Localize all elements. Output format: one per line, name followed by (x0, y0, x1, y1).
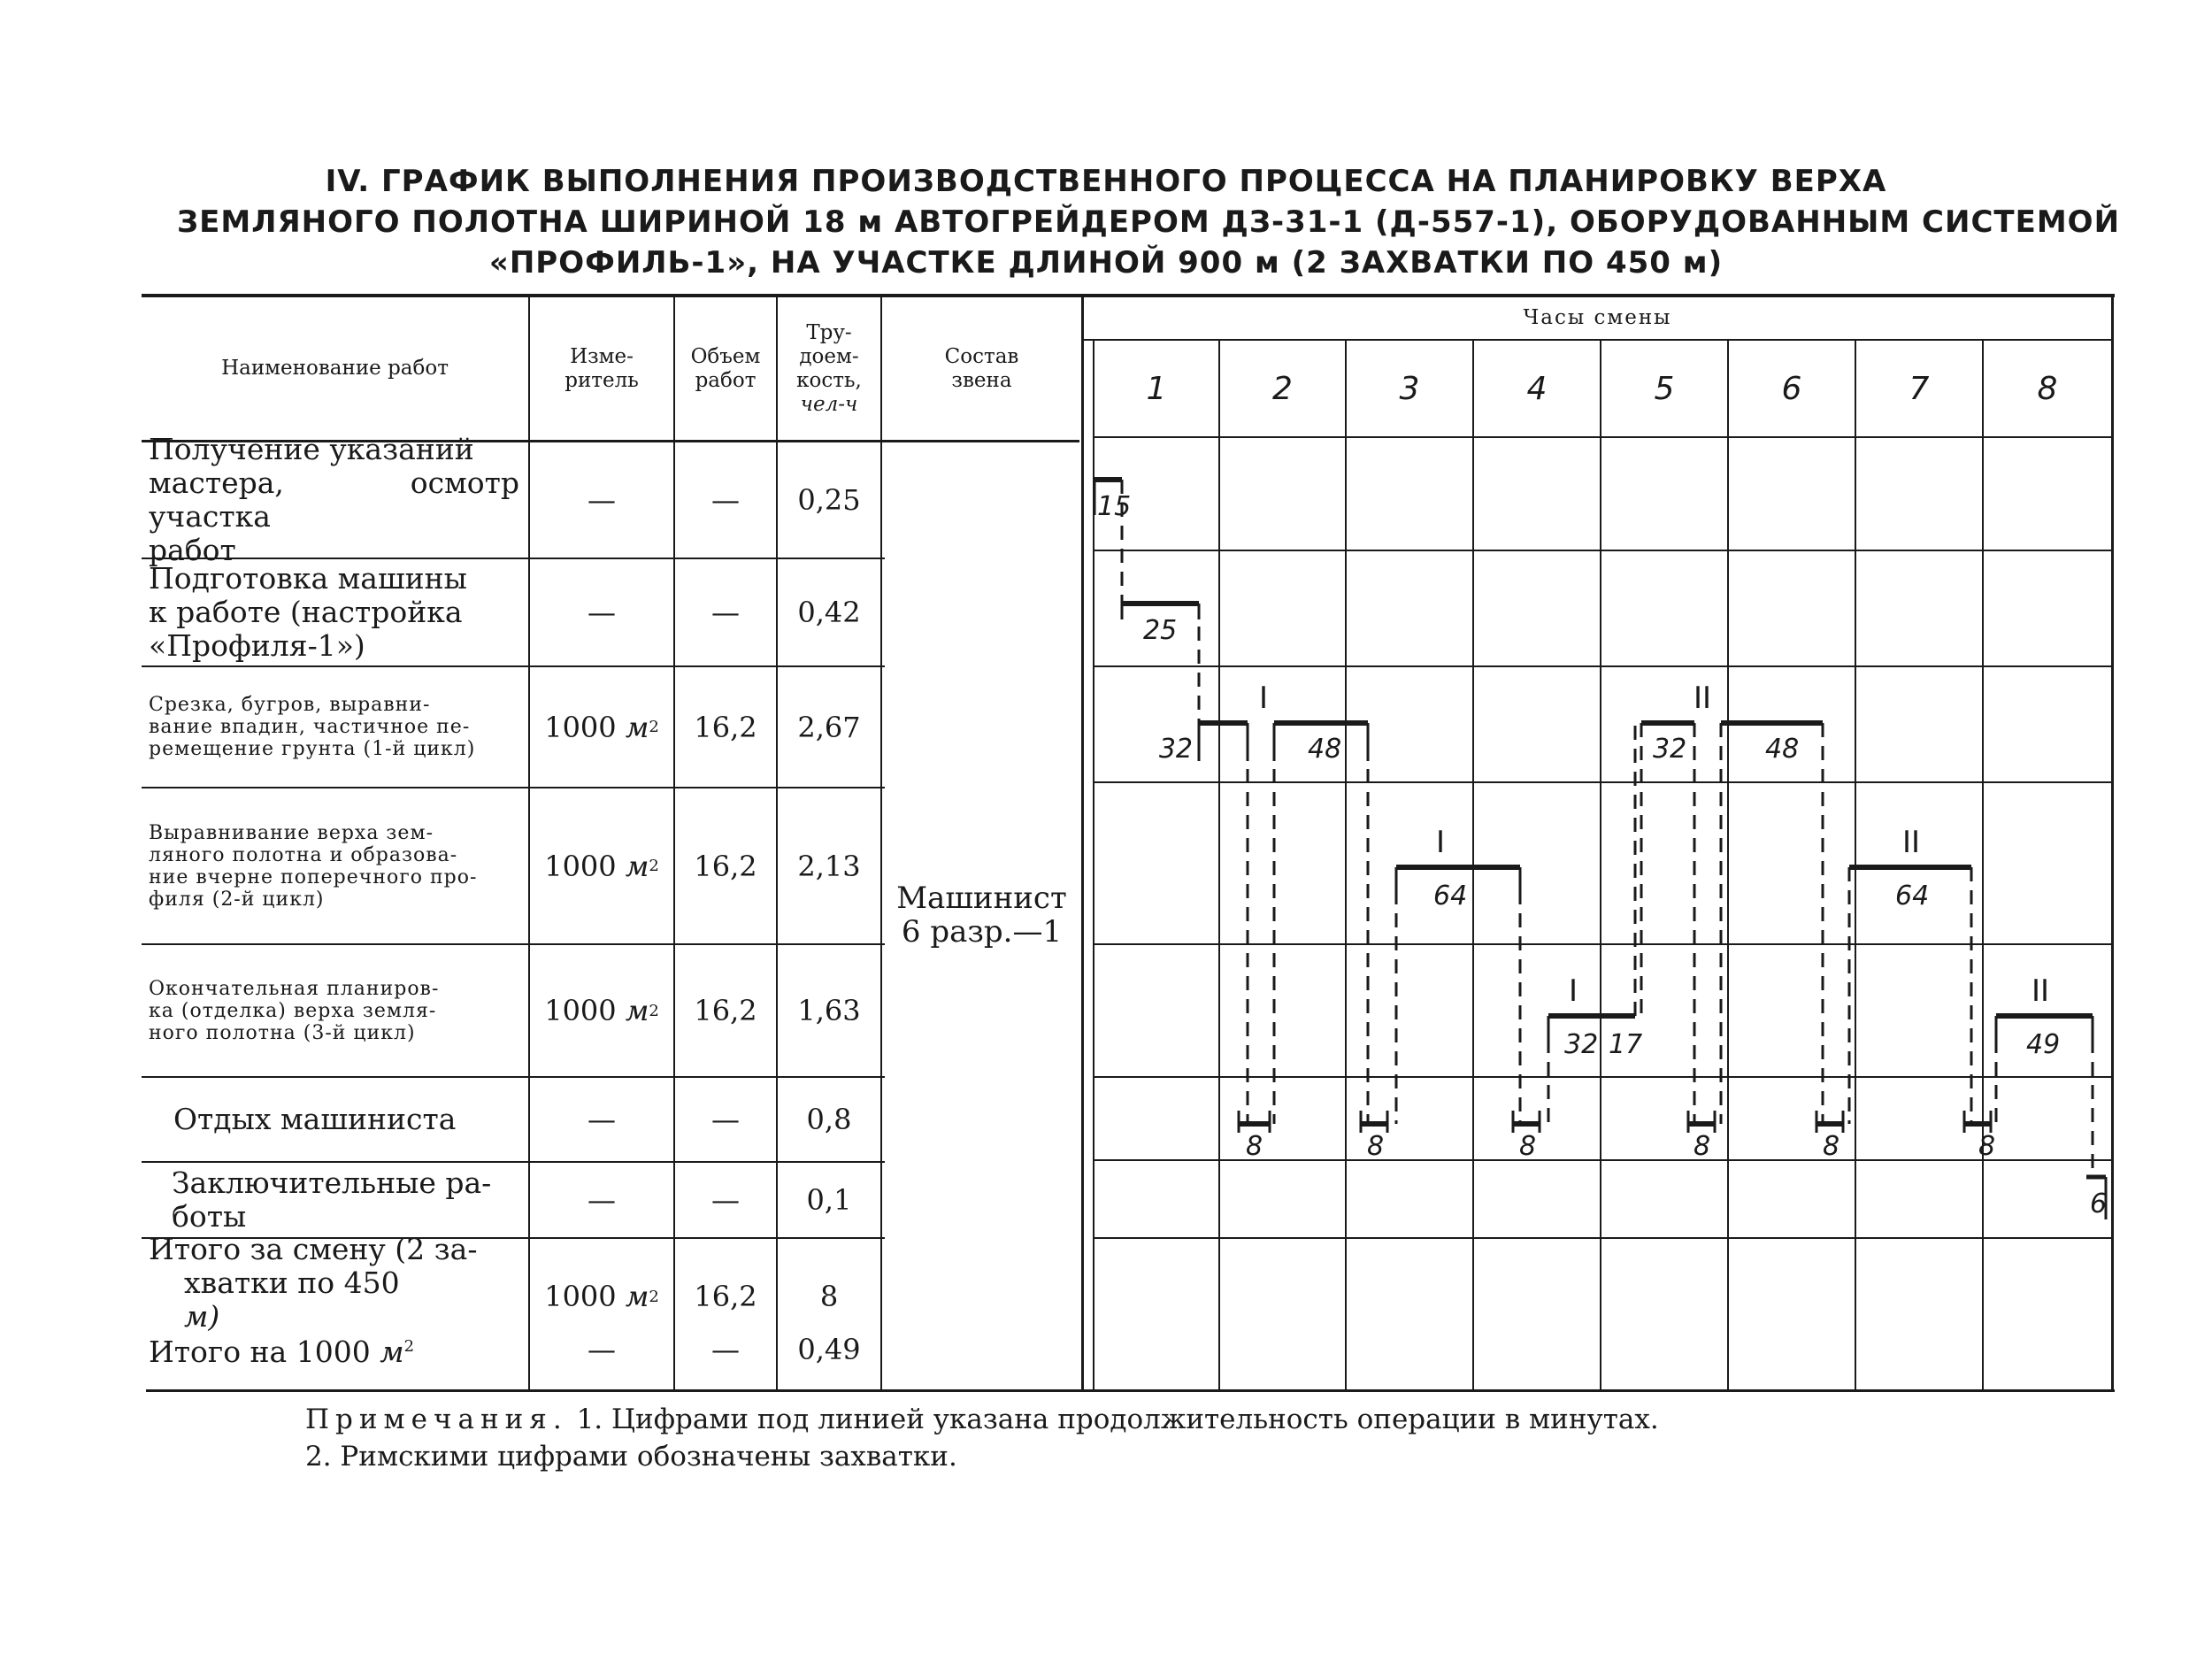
hour-8: 8 (2037, 370, 2058, 407)
row-labor-5: 1,63 (797, 994, 861, 1027)
row-name-5: Окончательная планиров- ка (отделка) верха земля- ного полотна (3-й цикл) (149, 977, 440, 1044)
row-name-1: Получение указаний мастера, осмотр участка работ (149, 432, 519, 567)
row-name-3: Срезка, бугров, выравни- вание впадин, частичное пе- ремещение грунта (1-й цикл) (149, 694, 476, 760)
total-per-1000-name: Итого на 1000 $м^2$ (149, 1334, 415, 1369)
header-crew: Состав звена (944, 344, 1019, 392)
label-32-III: 32 (1564, 1029, 1599, 1060)
label-25: 25 (1143, 615, 1178, 646)
row-name-6: Отдых машиниста (173, 1102, 457, 1136)
label-48-II: 48 (1765, 734, 1800, 765)
row-name-2: Подготовка машины к работе (настройка «Профиля-1») (149, 561, 467, 663)
note-2: 2. Римскими цифрами обозначены захватки. (305, 1441, 957, 1473)
header-volume: Объем работ (690, 344, 761, 392)
title-line-1: IV. ГРАФИК ВЫПОЛНЕНИЯ ПРОИЗВОДСТВЕННОГО ПРОЦЕССА НА ПЛАНИРОВКУ ВЕРХА (325, 164, 1887, 199)
total-per-1000-labor: 0,49 (797, 1333, 861, 1366)
header-hours: Часы смены (1523, 306, 1672, 329)
label-6: 6 (2090, 1188, 2108, 1219)
label-rest-3: 8 (1519, 1131, 1537, 1162)
row-unit-3: 1000 м 2 (544, 710, 659, 744)
hour-4: 4 (1526, 370, 1548, 407)
row-labor-3: 2,67 (797, 710, 861, 744)
roman-II-row5: II (2031, 973, 2050, 1009)
row-volume-5: 16,2 (694, 994, 757, 1027)
title-line-2: ЗЕМЛЯНОГО ПОЛОТНА ШИРИНОЙ 18 м АВТОГРЕЙДЕРОМ ДЗ-31-1 (Д-557-1), ОБОРУДОВАННЫМ СИСТЕМОЙ (177, 204, 2121, 240)
hour-7: 7 (1909, 370, 1930, 407)
label-rest-4: 8 (1694, 1131, 1711, 1162)
roman-II-row3: II (1693, 681, 1712, 716)
row-volume-7: — (711, 1183, 740, 1217)
label-49: 49 (2026, 1029, 2061, 1060)
label-32-II: 32 (1653, 734, 1687, 765)
label-rest-1: 8 (1246, 1131, 1263, 1162)
label-15: 15 (1097, 491, 1132, 522)
hour-6: 6 (1781, 370, 1802, 407)
row-name-4: Выравнивание верха зем- ляного полотна и образова- ние вчерне поперечного про- филя (2-й цикл) (149, 821, 478, 911)
row-unit-1: — (588, 483, 616, 517)
label-64-I: 64 (1433, 881, 1468, 911)
label-64-II: 64 (1895, 881, 1930, 911)
total-shift-unit: 1000 м 2 (544, 1280, 659, 1313)
hour-1: 1 (1146, 370, 1167, 407)
row-volume-4: 16,2 (694, 849, 757, 883)
row-unit-5: 1000 м 2 (544, 994, 659, 1027)
row-volume-1: — (711, 483, 740, 517)
notes (305, 1401, 1659, 1475)
row-volume-2: — (711, 596, 740, 629)
row-labor-2: 0,42 (797, 596, 861, 629)
row-labor-6: 0,8 (806, 1103, 852, 1136)
row-volume-6: — (711, 1103, 740, 1136)
roman-I-row4: I (1435, 825, 1446, 860)
hour-5: 5 (1654, 370, 1675, 407)
roman-I-row3: I (1258, 681, 1269, 716)
row-labor-4: 2,13 (797, 849, 861, 883)
crew-cell: Машинист 6 разр.—1 (896, 881, 1067, 950)
notes-label: Примечания. (305, 1404, 568, 1435)
label-rest-2: 8 (1367, 1131, 1385, 1162)
row-unit-2: — (588, 596, 616, 629)
total-shift-labor: 8 (819, 1280, 839, 1313)
row-unit-6: — (588, 1103, 616, 1136)
label-rest-6: 8 (1978, 1131, 1996, 1162)
roman-I-row5: I (1568, 973, 1578, 1009)
label-rest-5: 8 (1823, 1131, 1840, 1162)
hour-3: 3 (1399, 370, 1420, 407)
header-labor: Тру- доем- кость, чел-ч (796, 320, 862, 416)
label-32-I: 32 (1158, 734, 1193, 765)
total-per-1000-unit: — (588, 1333, 616, 1366)
total-shift-name: Итого за смену (2 за- хватки по 450 м) (149, 1232, 478, 1334)
row-unit-7: — (588, 1183, 616, 1217)
label-48-I: 48 (1308, 734, 1342, 765)
title-line-3: «ПРОФИЛЬ-1», НА УЧАСТКЕ ДЛИНОЙ 900 м (2 ЗАХВАТКИ ПО 450 м) (488, 245, 1724, 281)
row-unit-4: 1000 м 2 (544, 849, 659, 883)
label-17: 17 (1609, 1029, 1643, 1060)
row-volume-3: 16,2 (694, 710, 757, 744)
row-name-7: Заключительные ра- боты (172, 1165, 492, 1234)
hour-2: 2 (1272, 370, 1293, 407)
header-name: Наименование работ (221, 357, 449, 380)
note-1: 1. Цифрами под линией указана продолжительность операции в минутах. (576, 1404, 1659, 1435)
row-labor-7: 0,1 (806, 1183, 852, 1217)
header-unit: Изме- ритель (565, 344, 639, 392)
total-shift-volume: 16,2 (694, 1280, 757, 1313)
roman-II-row4: II (1901, 825, 1921, 860)
total-per-1000-volume: — (711, 1333, 740, 1366)
row-labor-1: 0,25 (797, 483, 861, 517)
